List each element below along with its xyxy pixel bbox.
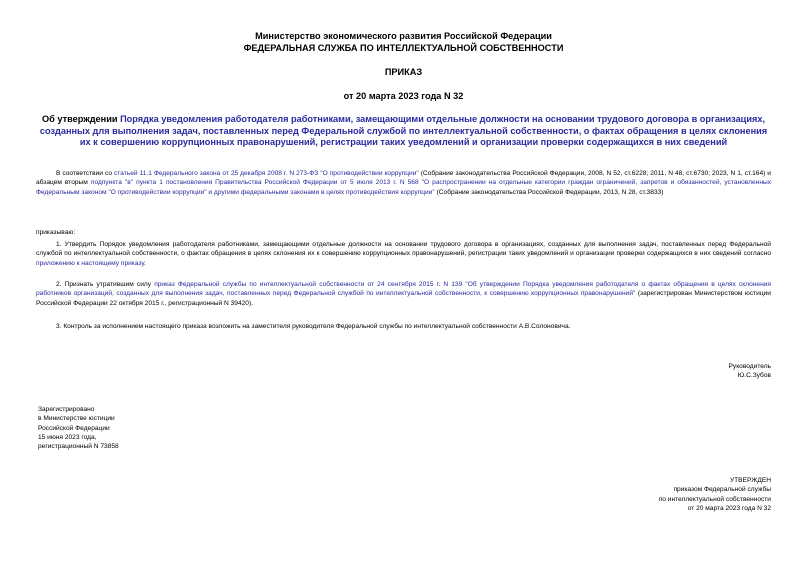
title-prefix: Об утверждении: [41, 114, 118, 124]
approval-title: УТВЕРЖДЕН: [729, 477, 771, 484]
signature-name: Ю.С.Зубов: [737, 372, 771, 380]
approval-block: [659, 476, 771, 513]
ministry-heading: Министерство экономического развития Российской Федерации: [255, 31, 552, 41]
item-2-paragraph: [36, 280, 771, 308]
preamble-paragraph: [36, 169, 771, 197]
registration-line: регистрационный N 73858: [38, 443, 119, 451]
order-139-link[interactable]: приказ Федеральной службы по интеллектуальной собственности от 24 сентября 2015 г. N 139 "Об утверждении Порядка уведомления работодателя о фактах обращения в целях склонения работников организаций, созданных для выполнения задач, поставленных перед Федеральной службой по интеллектуальной собственности, к совершению коррупционных правонарушений": [36, 281, 771, 298]
order-word: приказываю:: [36, 229, 76, 236]
document-date-number: от 20 марта 2023 года N 32: [343, 91, 464, 101]
registration-line: 15 июня 2023 года,: [38, 433, 97, 441]
preamble-text-3: (Собрание законодательства Российской Федерации, 2013, N 28, ст.3833): [434, 188, 664, 196]
item-1-end: .: [144, 259, 146, 267]
signature-block: [729, 362, 771, 381]
registration-line: в Министерстве юстиции: [38, 415, 115, 423]
law-273-fz-link[interactable]: статьей 11.1 Федерального закона от 25 декабря 2008 г. N 273-ФЗ "О противодействии коррупции": [113, 170, 419, 177]
government-decree-568-link[interactable]: подпункта "в" пункта 1 постановления Правительства Российской Федерации от 5 июля 2013 г. N 568 "О распространении на отдельные категории граждан ограничений, запретов и обязанностей, установленных Федеральным законом "О противодействии коррупции" и другими федеральными законами в целях противодействия коррупции": [36, 179, 771, 196]
approval-line: приказом Федеральной службы: [673, 486, 771, 494]
service-heading: ФЕДЕРАЛЬНАЯ СЛУЖБА ПО ИНТЕЛЛЕКТУАЛЬНОЙ СОБСТВЕННОСТИ: [243, 43, 564, 53]
document-type: ПРИКАЗ: [384, 67, 423, 77]
item-2-end: (зарегистрирован Министерством юстиции Российской Федерации 22 октября 2015 г., регистрационный N 39420).: [36, 290, 771, 307]
registration-line: Российской Федерации: [38, 424, 110, 432]
approval-line: от 20 марта 2023 года N 32: [687, 504, 771, 512]
preamble-text-1: В соответствии со: [56, 170, 112, 177]
title-link[interactable]: Порядка уведомления работодателя работниками, замещающими отдельные должности на основании трудового договора в организациях, созданных для выполнения задач, поставленных перед Федеральной службой по интеллектуальной собственности, о фактах обращения в целях склонения их к совершению коррупционных правонарушений, регистрации таких уведомлений и организации проверки содержащихся в них сведений: [39, 114, 768, 147]
signature-position: Руководитель: [728, 363, 771, 370]
item-2-text: 2. Признать утратившим силу: [56, 281, 152, 288]
document-title: [36, 114, 771, 149]
registration-block: [38, 405, 119, 451]
item-1-text: 1. Утвердить Порядок уведомления работодателя работниками, замещающими отдельные должности на основании трудового договора в организациях, созданных для выполнения задач, поставленных перед Федеральной службой по интеллектуальной собственности, о фактах обращения в целях склонения их к совершению коррупционных правонарушений, регистрации таких уведомлений и организации проверки содержащихся в них сведений согласно: [36, 241, 771, 258]
appendix-link[interactable]: приложению к настоящему приказу: [36, 259, 145, 267]
item-3-paragraph: 3. Контроль за исполнением настоящего приказа возложить на заместителя руководителя Федеральной службы по интеллектуальной собственности А.В.Солоновича.: [56, 323, 571, 330]
item-1-paragraph: [36, 240, 771, 268]
preamble-text-2: (Собрание законодательства Российской Федерации, 2008, N 52, ст.6228; 2011, N 48, ст.6730; 2023, N 1, ст.164) и абзацем вторым: [36, 170, 771, 187]
approval-line: по интеллектуальной собственности: [658, 495, 771, 503]
registration-line: Зарегистрировано: [38, 406, 95, 413]
